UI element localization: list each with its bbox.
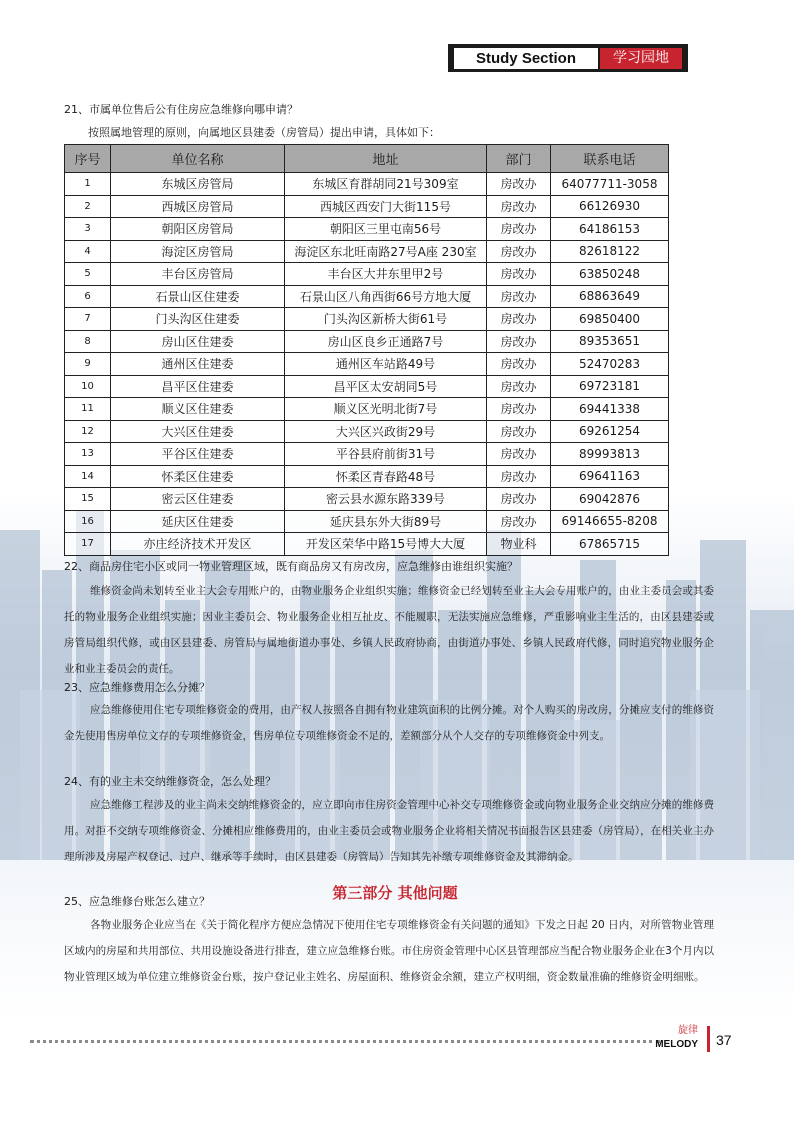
answer-25: 各物业服务企业应当在《关于简化程序方便应急情况下使用住宅专项维修资金有关问题的通知》下发之日起 20 日内，对所管物业管理区域内的房屋和共用部位、共用设施设备进行排查，建立应急维修台账。市住房资金管理中心区县管理部应当配合物业服务企业在3个月内以物业管理区域为单位建立维修资金台账，按户登记业主姓名、房屋面积、维修资金余额，建立产权明细，资金数量准确的维修资金明细账。 [64, 919, 714, 983]
row-number: 5 [65, 263, 111, 286]
unit-name: 昌平区住建委 [111, 375, 285, 398]
phone-number: 69723181 [551, 375, 669, 398]
phone-number: 69641163 [551, 465, 669, 488]
row-number: 17 [65, 533, 111, 556]
table-row [65, 465, 669, 488]
section-header [448, 44, 688, 72]
address: 延庆县东外大街89号 [285, 510, 487, 533]
phone-number: 64077711-3058 [551, 173, 669, 196]
department: 房改办 [487, 218, 551, 241]
department: 房改办 [487, 173, 551, 196]
address: 平谷县府前街31号 [285, 443, 487, 466]
unit-name: 密云区住建委 [111, 488, 285, 511]
department: 房改办 [487, 488, 551, 511]
unit-name: 门头沟区住建委 [111, 308, 285, 331]
answer-23: 应急维修使用住宅专项维修资金的费用，由产权人按照各自拥有物业建筑面积的比例分摊。对个人购买的房改房，分摊应支付的维修资金先使用售房单位文存的专项维修资金，售房单位专项维修资金不足的，差额部分从个人交存的专项维修资金中列支。 [64, 704, 714, 742]
address: 丰台区大井东里甲2号 [285, 263, 487, 286]
table-row [65, 240, 669, 263]
address: 海淀区东北旺南路27号A座 230室 [285, 240, 487, 263]
row-number: 7 [65, 308, 111, 331]
address: 房山区良乡正通路7号 [285, 330, 487, 353]
phone-number: 69850400 [551, 308, 669, 331]
row-number: 9 [65, 353, 111, 376]
row-number: 12 [65, 420, 111, 443]
row-number: 14 [65, 465, 111, 488]
address: 西城区西安门大街115号 [285, 195, 487, 218]
phone-number: 69042876 [551, 488, 669, 511]
row-number: 6 [65, 285, 111, 308]
phone-number: 68863649 [551, 285, 669, 308]
row-number: 8 [65, 330, 111, 353]
unit-name: 大兴区住建委 [111, 420, 285, 443]
department: 房改办 [487, 195, 551, 218]
department: 房改办 [487, 465, 551, 488]
unit-name: 亦庄经济技术开发区 [111, 533, 285, 556]
row-number: 4 [65, 240, 111, 263]
row-number: 11 [65, 398, 111, 421]
unit-name: 顺义区住建委 [111, 398, 285, 421]
table-row [65, 218, 669, 241]
address: 门头沟区新桥大街61号 [285, 308, 487, 331]
department: 房改办 [487, 375, 551, 398]
table-row [65, 285, 669, 308]
unit-name: 房山区住建委 [111, 330, 285, 353]
unit-name: 海淀区房管局 [111, 240, 285, 263]
section-title-en: Study Section [454, 48, 598, 69]
address: 东城区育群胡同21号309室 [285, 173, 487, 196]
unit-name: 平谷区住建委 [111, 443, 285, 466]
question-21-intro: 按照属地管理的原则，向属地区县建委（房管局）提出申请，具体如下： [88, 126, 440, 139]
column-header: 联系电话 [551, 145, 669, 173]
department: 房改办 [487, 285, 551, 308]
column-header: 地址 [285, 145, 487, 173]
page-number: 37 [716, 1032, 732, 1048]
address: 石景山区八角西街66号方地大厦 [285, 285, 487, 308]
table-row [65, 263, 669, 286]
unit-name: 丰台区房管局 [111, 263, 285, 286]
answer-22: 维修资金尚未划转至业主大会专用账户的，由物业服务企业组织实施；维修资金已经划转至业主大会专用账户的，由业主委员会或其委托的物业服务企业组织实施；因业主委员会、物业服务企业相互扯皮、不能履职，无法实施应急维修，严重影响业主生活的，由区县建委或房管局组织代修，或由区县建委、房管局与属地街道办事处、乡镇人民政府协商，由街道办事处、乡镇人民政府代修，同时追究物业服务企业和业主委员会的责任。 [64, 585, 714, 675]
phone-number: 89353651 [551, 330, 669, 353]
department: 房改办 [487, 240, 551, 263]
question-25: 25、应急维修台账怎么建立？ [64, 895, 210, 908]
phone-number: 69441338 [551, 398, 669, 421]
table-row [65, 195, 669, 218]
column-header: 部门 [487, 145, 551, 173]
department: 房改办 [487, 420, 551, 443]
department: 房改办 [487, 263, 551, 286]
address: 通州区车站路49号 [285, 353, 487, 376]
column-header: 单位名称 [111, 145, 285, 173]
address: 顺义区光明北街7号 [285, 398, 487, 421]
row-number: 16 [65, 510, 111, 533]
unit-name: 石景山区住建委 [111, 285, 285, 308]
row-number: 2 [65, 195, 111, 218]
table-row [65, 173, 669, 196]
section-title: 第三部分 其他问题 [332, 884, 458, 902]
answer-24: 应急维修工程涉及的业主尚未交纳维修资金的，应立即向市住房资金管理中心补交专项维修资金或向物业服务企业交纳应分摊的维修费用。对拒不交纳专项维修资金、分摊相应维修费用的，由业主委员会或物业服务企业将相关情况书面报告区县建委（房管局），在相关业主办理所涉及房屋产权登记、过户、继承等手续时，由区县建委（房管局）告知其先补缴专项维修资金及其滞纳金。 [64, 799, 714, 863]
table-row [65, 308, 669, 331]
department: 房改办 [487, 398, 551, 421]
department: 房改办 [487, 353, 551, 376]
phone-number: 67865715 [551, 533, 669, 556]
column-header: 序号 [65, 145, 111, 173]
phone-number: 69261254 [551, 420, 669, 443]
footer-accent-bar [707, 1026, 710, 1052]
unit-name: 怀柔区住建委 [111, 465, 285, 488]
row-number: 3 [65, 218, 111, 241]
address: 昌平区太安胡同5号 [285, 375, 487, 398]
department: 房改办 [487, 510, 551, 533]
section-title-cn: 学习园地 [600, 48, 682, 69]
unit-name: 朝阳区房管局 [111, 218, 285, 241]
brand-name-cn: 旋律 [678, 1025, 698, 1036]
department: 房改办 [487, 443, 551, 466]
address: 怀柔区青春路48号 [285, 465, 487, 488]
phone-number: 82618122 [551, 240, 669, 263]
table-row [65, 330, 669, 353]
phone-number: 52470283 [551, 353, 669, 376]
question-24: 24、有的业主未交纳维修资金，怎么处理？ [64, 775, 276, 788]
table-row [65, 398, 669, 421]
address: 朝阳区三里屯南56号 [285, 218, 487, 241]
table-row [65, 533, 669, 556]
table-header-row [65, 145, 669, 173]
footer-divider [30, 1040, 660, 1043]
row-number: 10 [65, 375, 111, 398]
phone-number: 66126930 [551, 195, 669, 218]
address: 大兴区兴政街29号 [285, 420, 487, 443]
row-number: 13 [65, 443, 111, 466]
table-row [65, 353, 669, 376]
row-number: 1 [65, 173, 111, 196]
housing-units-table [64, 144, 669, 556]
address: 开发区荣华中路15号博大大厦 [285, 533, 487, 556]
brand-name-en: MELODY [655, 1039, 698, 1050]
table-row [65, 510, 669, 533]
department: 房改办 [487, 308, 551, 331]
table-row [65, 420, 669, 443]
department: 房改办 [487, 330, 551, 353]
table-row [65, 488, 669, 511]
question-22: 22、商品房住宅小区或同一物业管理区域，既有商品房又有房改房，应急维修由谁组织实施？ [64, 560, 518, 573]
department: 物业科 [487, 533, 551, 556]
table-row [65, 443, 669, 466]
unit-name: 东城区房管局 [111, 173, 285, 196]
unit-name: 延庆区住建委 [111, 510, 285, 533]
table-row [65, 375, 669, 398]
phone-number: 69146655-8208 [551, 510, 669, 533]
question-21: 21、市属单位售后公有住房应急维修向哪申请？ [64, 103, 298, 116]
unit-name: 通州区住建委 [111, 353, 285, 376]
unit-name: 西城区房管局 [111, 195, 285, 218]
phone-number: 63850248 [551, 263, 669, 286]
question-23: 23、应急维修费用怎么分摊？ [64, 681, 210, 694]
phone-number: 89993813 [551, 443, 669, 466]
address: 密云县水源东路339号 [285, 488, 487, 511]
phone-number: 64186153 [551, 218, 669, 241]
row-number: 15 [65, 488, 111, 511]
